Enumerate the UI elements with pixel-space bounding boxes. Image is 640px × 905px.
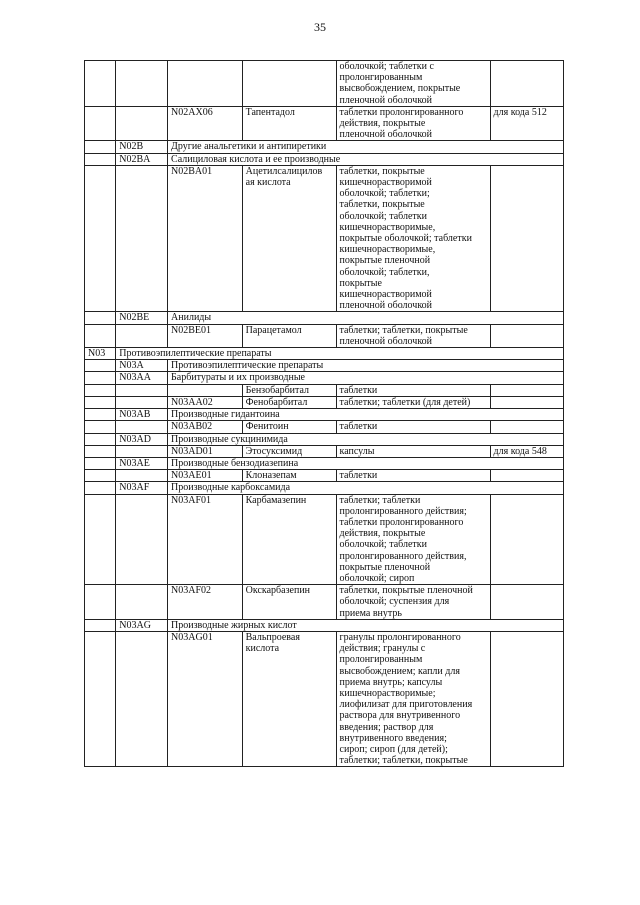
atc-code: N02BE (116, 312, 168, 324)
dosage-forms: таблетки пролонгированного действия, покрытые пленочной оболочкой (336, 106, 490, 141)
note (490, 324, 563, 347)
table-row (85, 61, 564, 107)
atc-code (168, 61, 243, 107)
atc-code: N02B (116, 141, 168, 153)
group-name: Салициловая кислота и ее производные (168, 153, 564, 165)
table-row (85, 396, 564, 408)
empty-cell (85, 61, 116, 107)
empty-cell (85, 106, 116, 141)
note (490, 494, 563, 585)
table-row (85, 631, 564, 766)
empty-cell (85, 445, 116, 457)
note: для кода 548 (490, 445, 563, 457)
empty-cell (85, 153, 116, 165)
note (490, 421, 563, 433)
table-row (85, 141, 564, 153)
empty-cell (85, 470, 116, 482)
table-row (85, 445, 564, 457)
atc-code: N02AX06 (168, 106, 243, 141)
note (490, 470, 563, 482)
drug-name: Тапентадол (242, 106, 336, 141)
table-row (85, 384, 564, 396)
table-row (85, 421, 564, 433)
table-row (85, 482, 564, 494)
table-row (85, 409, 564, 421)
dosage-forms: таблетки; таблетки, покрытые пленочной оболочкой (336, 324, 490, 347)
atc-code: N03A (116, 360, 168, 372)
atc-code: N03AD01 (168, 445, 243, 457)
atc-code: N03AF (116, 482, 168, 494)
table-row (85, 106, 564, 141)
empty-cell (85, 585, 116, 620)
group-name: Противоэпилептические препараты (168, 360, 564, 372)
empty-cell (116, 494, 168, 585)
group-name: Противоэпилептические препараты (116, 348, 564, 360)
note (490, 165, 563, 312)
note (490, 61, 563, 107)
empty-cell (116, 106, 168, 141)
note: для кода 512 (490, 106, 563, 141)
group-name: Анилиды (168, 312, 564, 324)
table-row (85, 348, 564, 360)
atc-code (168, 384, 243, 396)
empty-cell (85, 372, 116, 384)
dosage-forms: таблетки, покрытые кишечнорастворимой оболочкой; таблетки; таблетки, покрытые оболочкой; таблетки кишечнорастворимые, покрытые оболочкой; таблетки кишечнорастворимые, покрытые пленочной оболочкой; таблетки, покрытые кишечнорастворимой пленочной оболочкой (336, 165, 490, 312)
drug-name: Парацетамол (242, 324, 336, 347)
empty-cell (85, 482, 116, 494)
empty-cell (116, 421, 168, 433)
empty-cell (85, 141, 116, 153)
empty-cell (85, 421, 116, 433)
atc-code: N02BE01 (168, 324, 243, 347)
group-name: Барбитураты и их производные (168, 372, 564, 384)
group-name: Производные бензодиазепина (168, 457, 564, 469)
empty-cell (116, 384, 168, 396)
empty-cell (85, 360, 116, 372)
table-row (85, 360, 564, 372)
table-row (85, 165, 564, 312)
drug-name: Вальпроевая кислота (242, 631, 336, 766)
drug-name: Бензобарбитал (242, 384, 336, 396)
table-row (85, 619, 564, 631)
empty-cell (85, 384, 116, 396)
group-name: Производные карбоксамида (168, 482, 564, 494)
group-name: Производные сукцинимида (168, 433, 564, 445)
table-row (85, 324, 564, 347)
empty-cell (116, 445, 168, 457)
empty-cell (116, 165, 168, 312)
drug-classification-table (84, 60, 564, 767)
note (490, 585, 563, 620)
empty-cell (116, 470, 168, 482)
table-row (85, 153, 564, 165)
table-row (85, 372, 564, 384)
atc-code: N03AG01 (168, 631, 243, 766)
empty-cell (116, 324, 168, 347)
note (490, 384, 563, 396)
dosage-forms: таблетки (336, 470, 490, 482)
atc-code: N03AB02 (168, 421, 243, 433)
drug-name: Карбамазепин (242, 494, 336, 585)
drug-name: Ацетилсалицилов ая кислота (242, 165, 336, 312)
empty-cell (85, 494, 116, 585)
atc-code: N03AE01 (168, 470, 243, 482)
atc-code: N03AB (116, 409, 168, 421)
page-number: 35 (314, 20, 326, 34)
note (490, 396, 563, 408)
table-row (85, 470, 564, 482)
drug-name: Фенитоин (242, 421, 336, 433)
empty-cell (85, 324, 116, 347)
empty-cell (85, 312, 116, 324)
empty-cell (85, 396, 116, 408)
drug-name: Фенобарбитал (242, 396, 336, 408)
atc-code: N03AF01 (168, 494, 243, 585)
empty-cell (85, 619, 116, 631)
group-name: Другие анальгетики и антипиретики (168, 141, 564, 153)
drug-name (242, 61, 336, 107)
empty-cell (116, 585, 168, 620)
table-row (85, 312, 564, 324)
table-body (85, 61, 564, 767)
empty-cell (116, 631, 168, 766)
dosage-forms: таблетки; таблетки пролонгированного действия; таблетки пролонгированного действия, покрытые оболочкой; таблетки пролонгированного действия, покрытые пленочной оболочкой; сироп (336, 494, 490, 585)
atc-code: N02BA (116, 153, 168, 165)
atc-code: N03AG (116, 619, 168, 631)
drug-name: Окскарбазепин (242, 585, 336, 620)
empty-cell (85, 631, 116, 766)
table-row (85, 457, 564, 469)
atc-code: N03AE (116, 457, 168, 469)
empty-cell (116, 61, 168, 107)
dosage-forms: таблетки (336, 384, 490, 396)
empty-cell (85, 433, 116, 445)
dosage-forms: таблетки; таблетки (для детей) (336, 396, 490, 408)
atc-code: N02BA01 (168, 165, 243, 312)
atc-code: N03AF02 (168, 585, 243, 620)
empty-cell (85, 457, 116, 469)
empty-cell (85, 409, 116, 421)
atc-code: N03 (85, 348, 116, 360)
group-name: Производные жирных кислот (168, 619, 564, 631)
note (490, 631, 563, 766)
drug-name: Клоназепам (242, 470, 336, 482)
atc-code: N03AA (116, 372, 168, 384)
group-name: Производные гидантоина (168, 409, 564, 421)
atc-code: N03AA02 (168, 396, 243, 408)
empty-cell (85, 165, 116, 312)
dosage-forms: таблетки, покрытые пленочной оболочкой; суспензия для приема внутрь (336, 585, 490, 620)
dosage-forms: гранулы пролонгированного действия; гранулы с пролонгированным высвобождением; капли для приема внутрь; капсулы кишечнорастворимые; лиофилизат для приготовления раствора для внутривенного введения; раствор для внутривенного введения; сироп; сироп (для детей); таблетки; таблетки, покрытые (336, 631, 490, 766)
table-row (85, 494, 564, 585)
dosage-forms: капсулы (336, 445, 490, 457)
atc-code: N03AD (116, 433, 168, 445)
drug-name: Этосуксимид (242, 445, 336, 457)
empty-cell (116, 396, 168, 408)
dosage-forms: оболочкой; таблетки с пролонгированным высвобождением, покрытые пленочной оболочкой (336, 61, 490, 107)
dosage-forms: таблетки (336, 421, 490, 433)
table-row (85, 585, 564, 620)
table-row (85, 433, 564, 445)
